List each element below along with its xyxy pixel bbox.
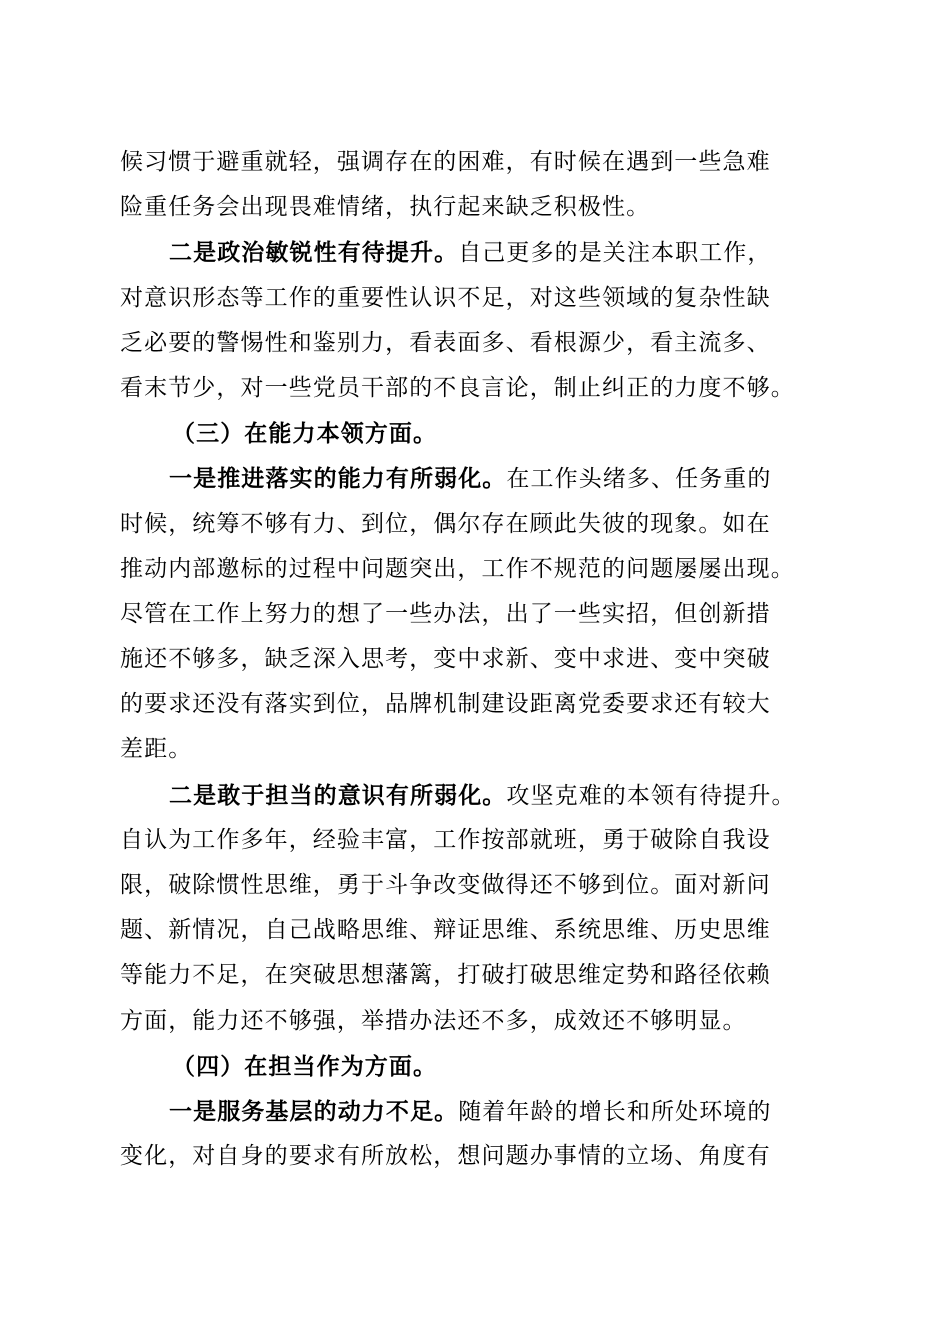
paragraph-lead-phrase: 一是服务基层的动力不足。 (169, 1097, 459, 1125)
text-line: 变化，对自身的要求有所放松，想问题办事情的立场、角度有 (120, 1143, 771, 1170)
text-line: 方面，能力还不够强，举措办法还不多，成效还不够明显。 (120, 1007, 747, 1034)
paragraph-text: 随着年龄的增长和所处环境的 (458, 1098, 772, 1125)
text-line: 施还不够多，缺乏深入思考，变中求新、变中求进、变中突破 (120, 646, 771, 673)
paragraph-start-line (120, 773, 840, 818)
text-line: 等能力不足，在突破思想藩篱，打破打破思维定势和路径依赖 (120, 962, 771, 989)
text-line: 限，破除惯性思维，勇于斗争改变做得还不够到位。面对新问 (120, 872, 771, 898)
section-heading: （三）在能力本领方面。 (172, 420, 438, 448)
text-line: 险重任务会出现畏难情绪，执行起来缺乏积极性。 (120, 194, 651, 221)
text-line: 自认为工作多年，经验丰富，工作按部就班，勇于破除自我设 (120, 826, 771, 853)
text-line: 时候，统筹不够有力、到位，偶尔存在顾此失彼的现象。如在 (120, 510, 771, 537)
paragraph-start-line (120, 1089, 840, 1134)
text-line: 差距。 (120, 736, 193, 763)
paragraph-text: 自己更多的是关注本职工作， (458, 240, 772, 267)
text-line: 的要求还没有落实到位，品牌机制建设距离党委要求还有较大 (120, 691, 771, 718)
text-line: 候习惯于避重就轻，强调存在的困难，有时候在遇到一些急难 (120, 149, 771, 175)
paragraph-lead-phrase: 二是敢于担当的意识有所弱化。 (169, 781, 507, 809)
paragraph-start-line (120, 456, 840, 501)
section-heading: （四）在担当作为方面。 (172, 1052, 438, 1080)
paragraph-start-line (120, 230, 840, 275)
paragraph-text: 攻坚克难的本领有待提升。 (506, 782, 796, 809)
paragraph-text: 在工作头绪多、任务重的 (506, 466, 772, 493)
text-line: 乏必要的警惕性和鉴别力，看表面多、看根源少，看主流多、 (120, 329, 771, 356)
text-line: 对意识形态等工作的重要性认识不足，对这些领域的复杂性缺 (120, 284, 771, 311)
body-text (120, 140, 840, 1179)
text-line: 题、新情况，自己战略思维、辩证思维、系统思维、历史思维 (120, 917, 771, 944)
text-line: 推动内部邀标的过程中问题突出，工作不规范的问题屡屡出现。 (120, 555, 795, 582)
text-line: 看末节少，对一些党员干部的不良言论，制止纠正的力度不够。 (120, 374, 795, 401)
text-line: 尽管在工作上努力的想了一些办法，出了一些实招，但创新措 (120, 600, 771, 627)
paragraph-lead-phrase: 一是推进落实的能力有所弱化。 (169, 465, 507, 493)
paragraph-lead-phrase: 二是政治敏锐性有待提升。 (169, 239, 459, 267)
